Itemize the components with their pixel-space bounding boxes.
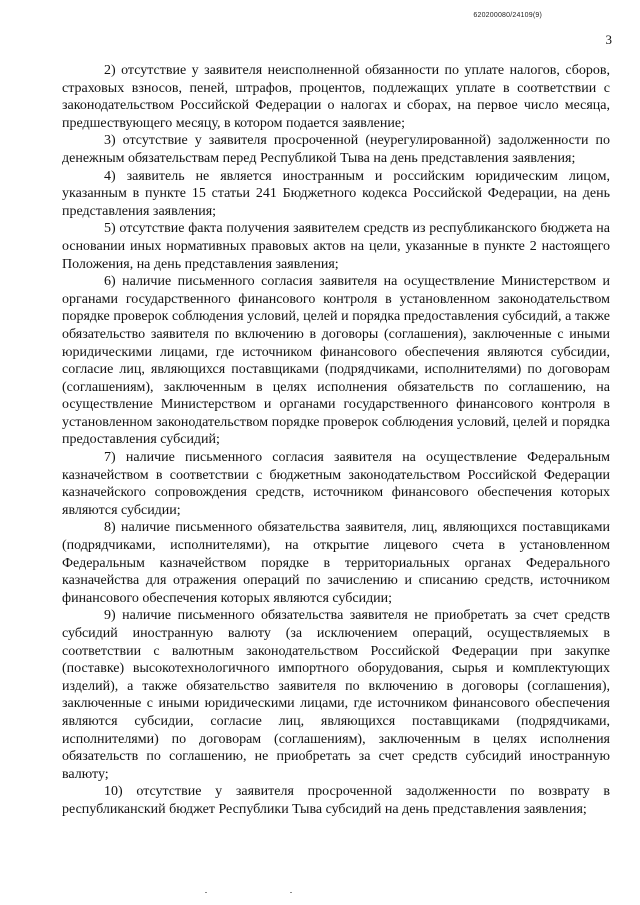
paragraph-item-10: 10) отсутствие у заявителя просроченной задолженности по возврату в республиканский бюджет Республики Тыва субсидий на день представления заявления;: [62, 784, 610, 817]
paragraph-item-6: 6) наличие письменного согласия заявителя на осуществление Министерством и органами государственного финансового контроля в установленном законодательством порядке проверок соблюдения условий, целей и порядка предоставления субсидий, а также обязательство заявителя по включению в договоры (соглашения), заключенные с иными юридическими лицами, где источником финансового обеспечения являются субсидии, согласие лиц, являющихся поставщиками (подрядчиками, исполнителями) по договорам (соглашениям), заключенным в целях исполнения обязательств по соглашению, на осуществление Министерством и органами государственного финансового контроля в установленном законодательством порядке проверок соблюдения условий, целей и порядка предоставления субсидий;: [62, 274, 610, 448]
scan-artifact-mark: [205, 892, 207, 893]
document-body: [62, 62, 610, 819]
paragraph-item-9: 9) наличие письменного обязательства заявителя не приобретать за счет средств субсидий иностранную валюту (за исключением операций, осуществляемых в соответствии с валютным законодательством Российской Федерации при закупке (поставке) высокотехнологичного импортного оборудования, сырья и комплектующих изделий), а также обязательство заявителя по включению в договоры (соглашения), заключенные с иными юридическими лицами, где источником финансового обеспечения являются субсидии, согласие лиц, являющихся поставщиками (подрядчиками, исполнителями) по договорам (соглашениям), заключенным в целях исполнения обязательств по соглашению, не приобретать за счет средств субсидий иностранную валюту;: [62, 608, 610, 782]
paragraph-item-3: 3) отсутствие у заявителя просроченной (неурегулированной) задолженности по денежным обязательствам перед Республикой Тыва на день представления заявления;: [62, 133, 610, 166]
paragraph-item-4: 4) заявитель не является иностранным и российским юридическим лицом, указанным в пункте 15 статьи 241 Бюджетного кодекса Российской Федерации, на день представления заявления;: [62, 168, 610, 219]
paragraph-item-2: 2) отсутствие у заявителя неисполненной обязанности по уплате налогов, сборов, страховых взносов, пеней, штрафов, процентов, подлежащих уплате в соответствии с законодательством Российской Федерации о налогах и сборах, на первое число месяца, предшествующего месяцу, в котором подается заявление;: [62, 63, 610, 131]
paragraph-item-5: 5) отсутствие факта получения заявителем средств из республиканского бюджета на основании иных нормативных правовых актов на цели, указанные в пункте 2 настоящего Положения, на день представления заявления;: [62, 221, 610, 272]
paragraph-item-8: 8) наличие письменного обязательства заявителя, лиц, являющихся поставщиками (подрядчиками, исполнителями), на открытие лицевого счета в установленном Федеральным казначейством порядке в территориальных органах Федерального казначейства для отражения операций по зачислению и списанию средств, источником финансового обеспечения которых являются субсидии;: [62, 520, 610, 606]
document-id: 620200080/24109(9): [473, 12, 542, 19]
scan-artifact-mark: [290, 892, 292, 893]
page-number: 3: [605, 32, 612, 47]
paragraph-item-7: 7) наличие письменного согласия заявителя на осуществление Федеральным казначейством в соответствии с бюджетным законодательством Российской Федерации казначейского сопровождения средств, источником финансового обеспечения которых являются субсидии;: [62, 450, 610, 518]
